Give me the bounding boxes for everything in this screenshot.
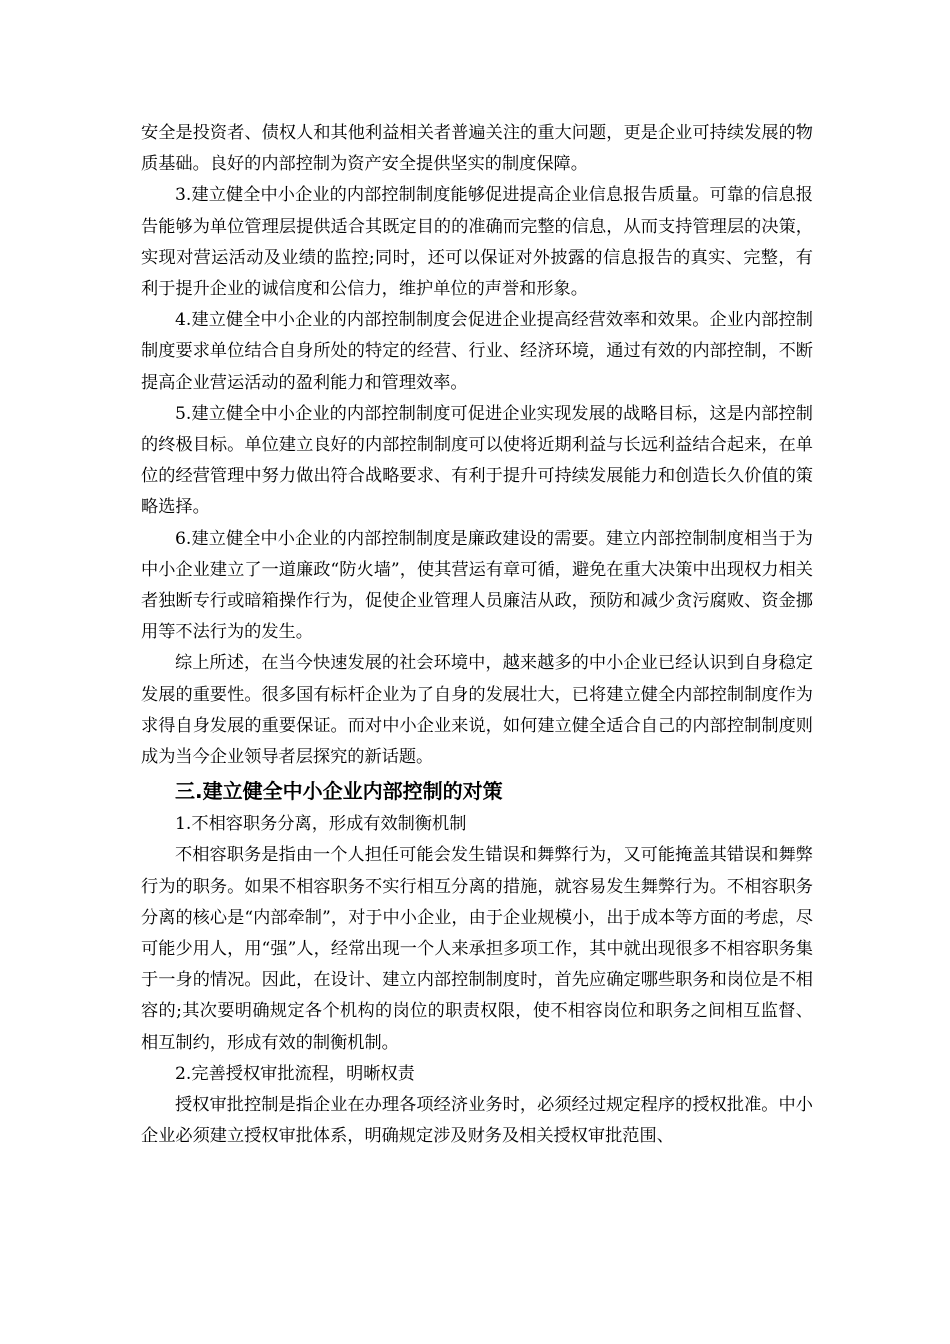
paragraph-point-6: 6.建立健全中小企业的内部控制制度是廉政建设的需要。建立内部控制制度相当于为中小企业建立了一道廉政“防火墙”，使其营运有章可循，避免在重大决策中出现权力相关者独断专行或暗箱操作行为，促使企业管理人员廉洁从政，预防和减少贪污腐败、资金挪用等不法行为的发生。 (141, 528, 813, 643)
paragraph-summary: 综上所述，在当今快速发展的社会环境中，越来越多的中小企业已经认识到自身稳定发展的重要性。很多国有标杆企业为了自身的发展壮大，已将建立健全内部控制制度作为求得自身发展的重要保证。而对中小企业来说，如何建立健全适合自己的内部控制制度则成为当今企业领导者层探究的新话题。 (141, 653, 813, 768)
subsection-body-2: 授权审批控制是指企业在办理各项经济业务时，必须经过规定程序的授权批准。中小企业必须建立授权审批体系，明确规定涉及财务及相关授权审批范围、 (141, 1095, 813, 1147)
document-body (141, 118, 813, 1153)
subsection-title-2: 2.完善授权审批流程，明晰权责 (175, 1063, 415, 1084)
paragraph-asset-safety: 安全是投资者、债权人和其他利益相关者普遍关注的重大问题，更是企业可持续发展的物质基础。良好的内部控制为资产安全提供坚实的制度保障。 (141, 123, 813, 175)
paragraph-point-4: 4.建立健全中小企业的内部控制制度会促进企业提高经营效率和效果。企业内部控制制度要求单位结合自身所处的特定的经营、行业、经济环境，通过有效的内部控制，不断提高企业营运活动的盈利能力和管理效率。 (141, 310, 813, 393)
subsection-body-1: 不相容职务是指由一个人担任可能会发生错误和舞弊行为，又可能掩盖其错误和舞弊行为的职务。如果不相容职务不实行相互分离的措施，就容易发生舞弊行为。不相容职务分离的核心是“内部牵制”，对于中小企业，由于企业规模小，出于成本等方面的考虑，尽可能少用人，用“强”人，经常出现一个人来承担多项工作，其中就出现很多不相容职务集于一身的情况。因此，在设计、建立内部控制制度时，首先应确定哪些职务和岗位是不相容的;其次要明确规定各个机构的岗位的职责权限，使不相容岗位和职务之间相互监督、相互制约，形成有效的制衡机制。 (141, 845, 813, 1053)
paragraph-point-3: 3.建立健全中小企业的内部控制制度能够促进提高企业信息报告质量。可靠的信息报告能够为单位管理层提供适合其既定目的的准确而完整的信息，从而支持管理层的决策，实现对营运活动及业绩的监控;同时，还可以保证对外披露的信息报告的真实、完整，有利于提升企业的诚信度和公信力，维护单位的声誉和形象。 (141, 185, 813, 300)
section-heading: 三.建立健全中小企业内部控制的对策 (175, 779, 503, 804)
paragraph-point-5: 5.建立健全中小企业的内部控制制度可促进企业实现发展的战略目标，这是内部控制的终极目标。单位建立良好的内部控制制度可以使将近期利益与长远利益结合起来，在单位的经营管理中努力做出符合战略要求、有利于提升可持续发展能力和创造长久价值的策略选择。 (141, 403, 813, 518)
subsection-title-1: 1.不相容职务分离，形成有效制衡机制 (175, 814, 467, 835)
